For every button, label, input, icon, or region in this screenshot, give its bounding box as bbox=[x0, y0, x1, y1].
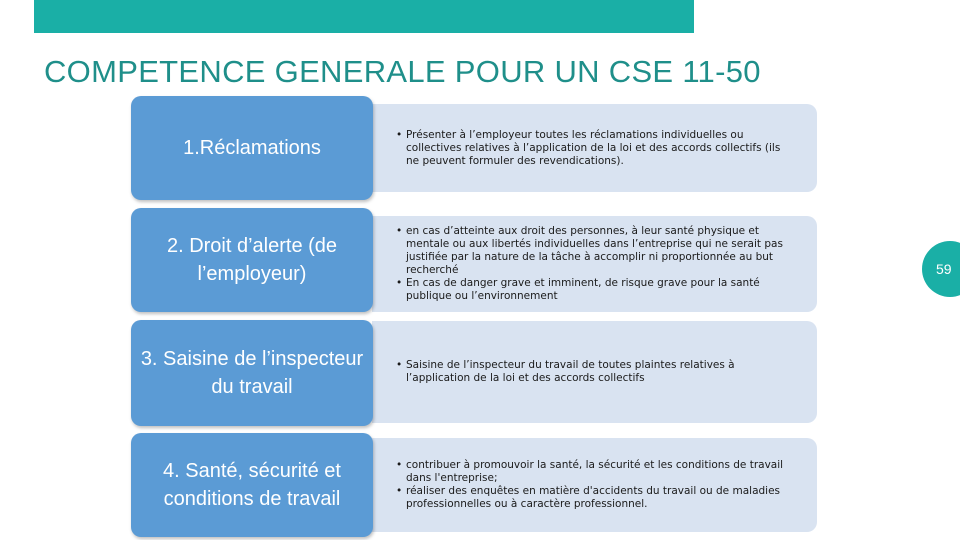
page-number: 59 bbox=[936, 261, 952, 277]
bullet-item: • contribuer à promouvoir la santé, la sécurité et les conditions de travail dans l'entreprise; bbox=[396, 459, 795, 485]
slide-title: COMPETENCE GENERALE POUR UN CSE 11-50 bbox=[44, 54, 761, 89]
row-heading-box bbox=[131, 320, 373, 426]
row-heading-box bbox=[131, 96, 373, 200]
bullet-list bbox=[396, 359, 795, 385]
row-heading-box bbox=[131, 208, 373, 312]
row-description-panel bbox=[372, 438, 817, 532]
bullet-list bbox=[396, 129, 795, 168]
page-number-badge bbox=[922, 241, 960, 297]
bullet-item: • en cas d’atteinte aux droit des personnes, à leur santé physique et mentale ou aux libertés individuelles dans l’entreprise qui ne serait pas justifiée par la nature de la tâche à accomplir ni proportionnée au but recherché bbox=[396, 225, 795, 277]
row-description-panel bbox=[372, 104, 817, 192]
row-heading: 3. Saisine de l’inspecteur du travail bbox=[140, 348, 364, 398]
row-heading-box bbox=[131, 433, 373, 537]
bullet-item: • réaliser des enquêtes en matière d'accidents du travail ou de maladies professionnelles ou à caractère professionnel. bbox=[396, 485, 795, 511]
top-accent-bar bbox=[34, 0, 694, 33]
row-heading: 2. Droit d’alerte (de l’employeur) bbox=[166, 235, 338, 285]
row-description-panel bbox=[372, 321, 817, 423]
row-heading: 1.Réclamations bbox=[183, 137, 321, 159]
row-heading: 4. Santé, sécurité et conditions de travail bbox=[163, 460, 341, 510]
row-description-panel bbox=[372, 216, 817, 312]
bullet-item: • Présenter à l’employeur toutes les réclamations individuelles ou collectives relatives à l’application de la loi et des accords collectifs (ils ne peuvent formuler des revendications). bbox=[396, 129, 795, 168]
bullet-list bbox=[396, 459, 795, 511]
bullet-list bbox=[396, 225, 795, 303]
bullet-item: • Saisine de l’inspecteur du travail de toutes plaintes relatives à l’application de la loi et des accords collectifs bbox=[396, 359, 795, 385]
bullet-item: • En cas de danger grave et imminent, de risque grave pour la santé publique ou l’environnement bbox=[396, 277, 795, 303]
